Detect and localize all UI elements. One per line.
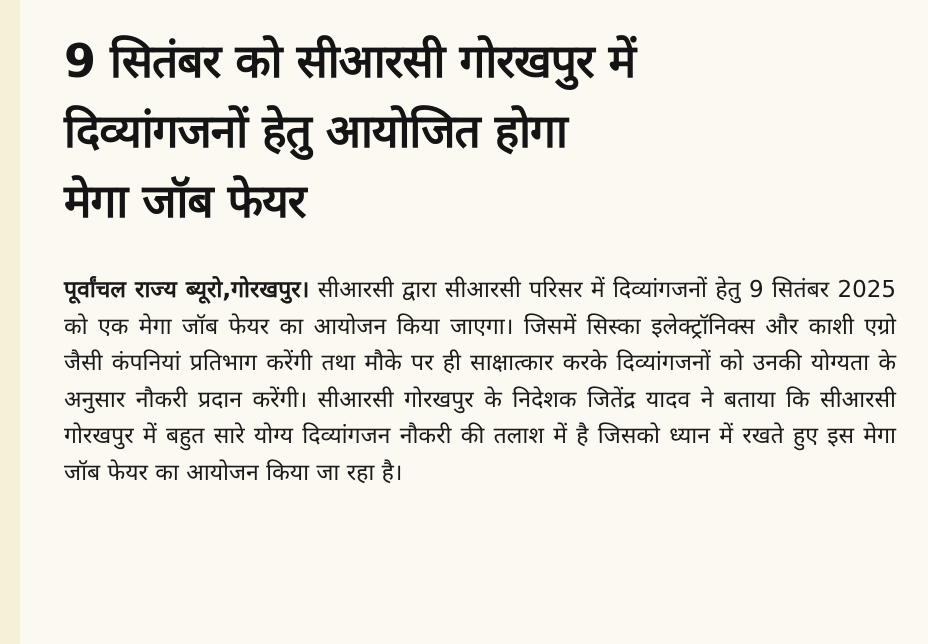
- headline-line-1: 9 सितंबर को सीआरसी गोरखपुर में: [64, 34, 636, 88]
- article-column: [20, 0, 928, 644]
- byline: पूर्वांचल राज्य ब्यूरो,गोरखपुर।: [64, 277, 310, 303]
- article-body-text: सीआरसी द्वारा सीआरसी परिसर में दिव्यांगजनों हेतु 9 सितंबर 2025 को एक मेगा जॉब फेयर का आयोजन किया जाएगा। जिसमें सिस्का इलेक्ट्रॉनिक्स और काशी एग्रो जैसी कंपनियां प्रतिभाग करेंगी तथा मौके पर ही साक्षात्कार करके दिव्यांगजनों को उनकी योग्यता के अनुसार नौकरी प्रदान करेंगी। सीआरसी गोरखपुर के निदेशक जितेंद्र यादव ने बताया कि सीआरसी गोरखपुर में बहुत सारे योग्य दिव्यांगजन नौकरी की तलाश में है जिसको ध्यान में रखते हुए इस मेगा जॉब फेयर का आयोजन किया जा रहा है।: [64, 277, 896, 486]
- headline-line-2: दिव्यांगजनों हेतु आयोजित होगा: [64, 104, 567, 158]
- page-margin: [0, 0, 20, 644]
- headline-line-3: मेगा जॉब फेयर: [64, 174, 306, 228]
- article-body: [64, 272, 896, 491]
- headline: [64, 26, 904, 236]
